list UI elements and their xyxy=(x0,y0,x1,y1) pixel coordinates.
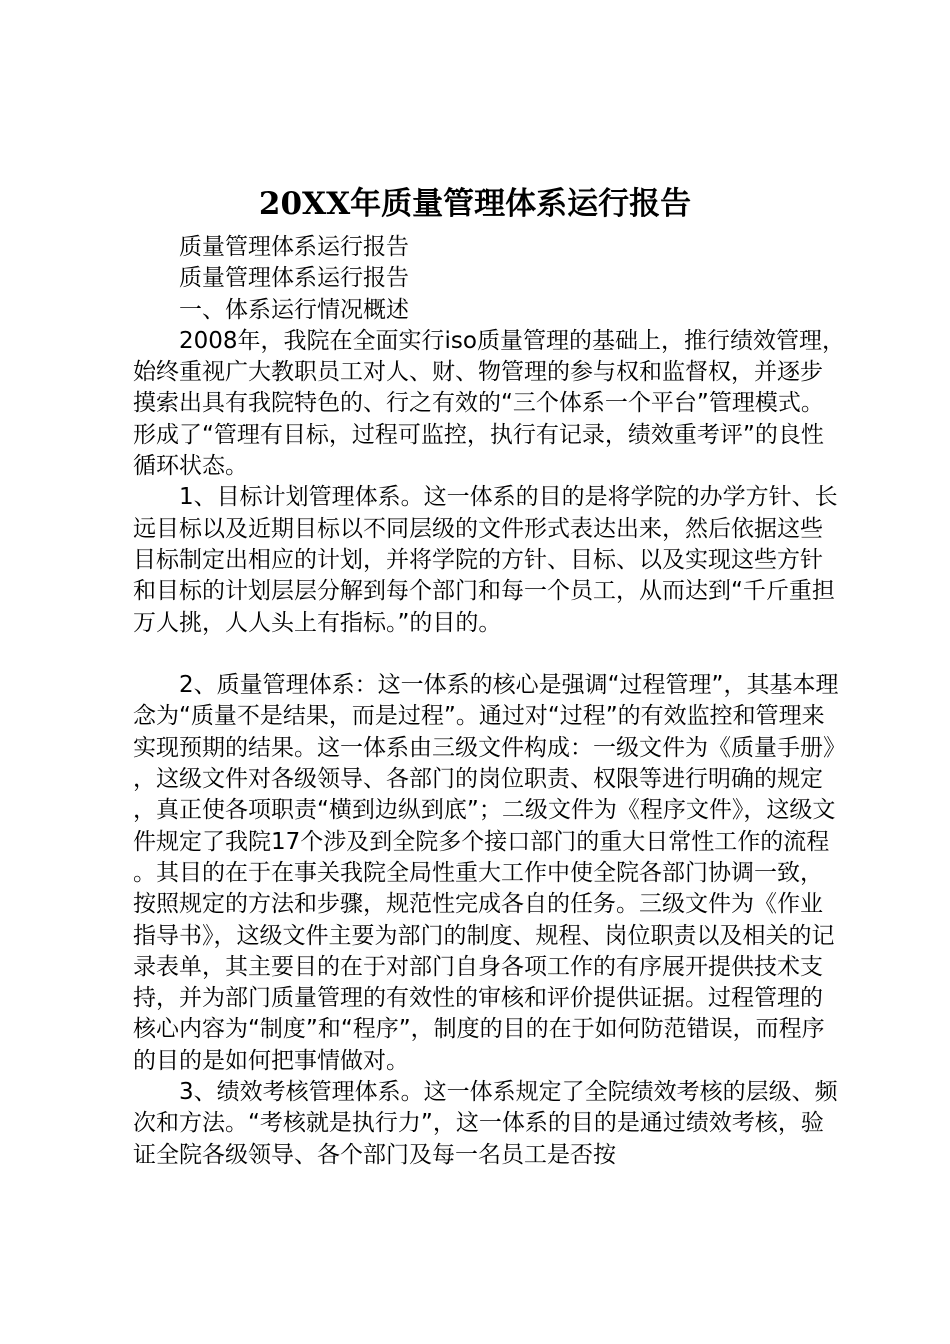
document-body xyxy=(133,232,845,1171)
paragraph-overview: 2008年，我院在全面实行iso质量管理的基础上，推行绩效管理，始终重视广大教职员工对人、财、物管理的参与权和监督权，并逐步摸索出具有我院特色的、行之有效的“三个体系一个平台”管理模式。形成了“管理有目标，过程可监控，执行有记录，绩效重考评”的良性循环状态。 xyxy=(133,327,845,480)
subtitle-line-2: 质量管理体系运行报告 xyxy=(179,265,409,292)
subtitle-line-1: 质量管理体系运行报告 xyxy=(179,234,409,260)
paragraph-target-plan-system: 1、目标计划管理体系。这一体系的目的是将学院的办学方针、长远目标以及近期目标以不同层级的文件形式表达出来，然后依据这些目标制定出相应的计划，并将学院的方针、目标、以及实现这些方针和目标的计划层层分解到每个部门和每一个员工，从而达到“千斤重担万人挑，人人头上有指标。”的目的。 xyxy=(133,484,838,636)
document-title: 20XX年质量管理体系运行报告 xyxy=(258,186,692,222)
blank-line xyxy=(133,639,845,670)
paragraph-quality-system: 2、质量管理体系：这一体系的核心是强调“过程管理”，其基本理念为“质量不是结果，而是过程”。通过对“过程”的有效监控和管理来实现预期的结果。这一体系由三级文件构成：一级文件为《质量手册》，这级文件对各级领导、各部门的岗位职责、权限等进行明确的规定，真正使各项职责“横到边纵到底”；二级文件为《程序文件》，这级文件规定了我院17个涉及到全院多个接口部门的重大日常性工作的流程。其目的在于在事关我院全局性重大工作中使全院各部门协调一致，按照规定的方法和步骤，规范性完成各自的任务。三级文件为《作业指导书》，这级文件主要为部门的制度、规程、岗位职责以及相关的记录表单，其主要目的在于对部门自身各项工作的有序展开提供技术支持，并为部门质量管理的有效性的审核和评价提供证据。过程管理的核心内容为“制度”和“程序”，制度的目的在于如何防范错误，而程序的目的是如何把事情做对。 xyxy=(133,672,839,1074)
paragraph-performance-system: 3、绩效考核管理体系。这一体系规定了全院绩效考核的层级、频次和方法。“考核就是执行力”，这一体系的目的是通过绩效考核，验证全院各级领导、各个部门及每一名员工是否按 xyxy=(133,1079,838,1168)
section-heading: 一、体系运行情况概述 xyxy=(179,296,409,323)
